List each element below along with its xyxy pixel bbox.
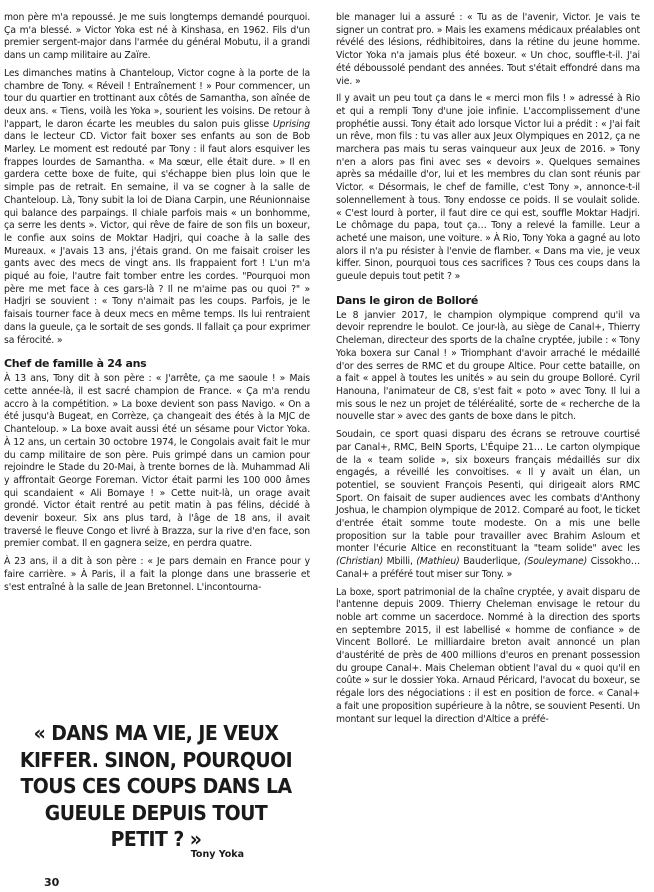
text-run: Bauderlique, <box>463 556 521 568</box>
paragraph: La boxe, sport patrimonial de la chaîne cryptée, y avait disparu de l'antenne depuis 2009. Thierry Cheleman envisage le retour du noble art comme un sacerdoce. Nommé à la direction des sports en septembre 2015, il est labellisé « homme de confiance » de Vincent Bolloré. Le milliardaire breton avait annoncé un plan d'austérité de près de 400 millions d'euros en prenant possession du groupe Canal+. Mais Cheleman obtient l'aval du « quoi qu'il en coûte » sur le dossier Yoka. Arnaud Péricard, l'avocat du boxeur, se régale lors des négociations : il est en position de force. « Canal+ a fait une proposition supérieure à la nôtre, se souvient Pesenti. Un montant sur lequel la direction d'Altice a préfé- <box>336 586 640 725</box>
text-run: Cissokho… Canal+ a préféré tout miser sur Tony. » <box>336 556 640 580</box>
pull-quote-attribution: Tony Yoka <box>190 848 244 860</box>
paragraph: À 23 ans, il a dit à son père : « Je pars demain en France pour y faire carrière. » À Paris, il a fait la plonge dans une brasserie et s'est entraîné à la salle de Jean Bretonnel. L'incontourna- <box>4 556 310 593</box>
left-column <box>4 12 310 594</box>
italic-name: (Souleymane) <box>523 556 588 568</box>
italic-name: (Mathieu) <box>416 556 460 568</box>
text-run: Mbilli, <box>386 556 413 568</box>
section-heading: Dans le giron de Bolloré <box>336 293 478 307</box>
paragraph: Le 8 janvier 2017, le champion olympique comprend qu'il va devoir reprendre le boulot. Ce jour-là, au siège de Canal+, Thierry Cheleman, directeur des sports de la chaîne cryptée, jubile : « Tony Yoka boxera sur Canal ! » Triomphant d'avoir arraché le médaillé d'or des serres de RMC et du groupe Altice. Pour cette bataille, on a fait « appel à toutes les unités » au sein du groupe Bolloré. Cyril Hanouna, l'animateur de C8, s'est fait « poto » avec Tony. Il lui a mis sous le nez un projet de téléréalité, sorte de « recherche de la nouvelle star » avec des gants de boxe dans le pitch. <box>336 309 640 423</box>
italic-title: Uprising <box>272 118 310 130</box>
text-run: Soudain, ce sport quasi disparu des écrans se retrouve courtisé par Canal+, RMC, BeIN Sports, L'Équipe 21… Le carton olympique de la « team solide », six boxeurs français médaillés sur dix engagés, a réveillé les convoitises. « Il y avait un élan, un potentiel, se souvient François Pesenti, qui dirigeait alors RMC Sport. On faisait de super audiences avec les combats d'Anthony Joshua, le champion olympique de 2012. Comparé au foot, le ticket d'entrée était somme toute modeste. On a mis une belle proposition sur la table pour travailler avec Brahim Asloum et monter l'écurie Altice en reconstituant la "team solide" avec les <box>336 429 640 555</box>
text-run: Les dimanches matins à Chanteloup, Victor cogne à la porte de la chambre de Tony. « Réveil ! Entraînement ! » Pour commencer, un tour du quartier en trottinant aux côtés de Samantha, son aînée de deux ans. « Tiens, voilà les Yoka », sourient les voisins. De retour à l'appart, le daron écarte les meubles du salon puis glisse <box>4 67 310 130</box>
pull-quote <box>6 720 306 860</box>
italic-name: (Christian) <box>336 556 384 568</box>
section-heading: Chef de famille à 24 ans <box>4 357 147 371</box>
paragraph: ble manager lui a assuré : « Tu as de l'avenir, Victor. Je vais te signer un contrat pro. » Mais les examens médicaux préalables ont révélé des lésions, rédhibitoires, dans la rétine du jeune homme. Victor Yoka n'a jamais plus été boxeur. « Un choc, souffle-t-il. J'ai été déboussolé pendant des années. Tout s'était effondré dans ma vie. » <box>336 12 640 87</box>
text-run: dans le lecteur CD. Victor fait boxer ses enfants au son de Bob Marley. Le moment est redouté par Tony : il faut alors esquiver les frappes lourdes de Samantha. « Ma sœur, elle était dure. » Il en gardera cette boxe de fuite, qui s'échappe bien plus loin que le simple pas de retrait. En semaine, il va se cogner à la salle de Chanteloup. Là, Tony subit la loi de Diana Carpin, une Réunionnaise qui balance des parpaings. Il chiale parfois mais « un bonhomme, ça serre les dents ». Victor, qui rêve de faire de son fils un boxeur, le confie aux soins de Moktar Hadjri, qui coache à la salle des Mureaux. « J'avais 13 ans, j'étais grand. On me faisait croiser les gants avec des mecs de vingt ans. Ils frappaient fort ! L'un m'a piqué au foie, l'autre fait tomber entre les cordes. "Pourquoi mon père me met face à ces gars-là ? Il ne m'aime pas ou quoi ?" » Hadjri se souvient : « Tony n'aimait pas les coups. Parfois, je le faisais tourner face à deux mecs en même temps. Ils lui rentraient dans la gueule, ça le sortait de ses gonds. Il fallait ça pour exprimer sa férocité. » <box>4 131 310 346</box>
paragraph <box>336 429 640 581</box>
page-number: 30 <box>44 876 60 889</box>
right-column <box>336 12 640 726</box>
pull-quote-text: « DANS MA VIE, JE VEUX KIFFER. SINON, POURQUOI TOUS CES COUPS DANS LA GUEULE DEPUIS TOUT PETIT ? » <box>19 721 293 851</box>
paragraph: À 13 ans, Tony dit à son père : « J'arrête, ça me saoule ! » Mais cette année-là, il est sacré champion de France. « Ça m'a rendu accro à la compétition. » La boxe devient son pass Navigo. « On a été jusqu'à Bugeat, en Corrèze, ça changeait des étés à la MJC de Chanteloup. » La boxe avait aussi été un sésame pour Victor Yoka. À 12 ans, un certain 30 octobre 1974, le Congolais avait fait le mur du camp militaire de son père. Puis grimpé dans un camion pour rejoindre le Stade du 20-Mai, à trente bornes de là. Muhammad Ali y affrontait George Foreman. Victor était parmi les 100 000 âmes qui scandaient « Ali Bomaye ! » Cette nuit-là, un orage avait grondé. Victor était rentré au petit matin à pas félins, décidé à devenir boxeur. Six ans plus tard, à l'âge de 18 ans, il avait traversé le fleuve Congo et livré à Brazza, sur la rive d'en face, son premier combat. Il en gagnera seize, en perdra quatre. <box>4 373 310 550</box>
paragraph <box>4 68 310 347</box>
paragraph: mon père m'a repoussé. Je me suis longtemps demandé pourquoi. Ça m'a blessé. » Victor Yoka est né à Kinshasa, en 1962. Fils d'un premier sergent-major dans l'armée du général Mobutu, il a grandi dans un camp militaire au Zaïre. <box>4 12 310 62</box>
paragraph: Il y avait un peu tout ça dans le « merci mon fils ! » adressé à Rio et qui a rempli Tony d'une joie infinie. L'accomplissement d'une prophétie aussi. Tony était ado lorsque Victor lui a prédit : « J'ai fait un rêve, mon fils : tu vas aller aux Jeux Olympiques en 2012, ça ne marchera pas mais tu seras vainqueur aux Jeux de 2016. » Tony n'en a alors pas fini avec ses « devoirs ». Quelques semaines après sa médaille d'or, lui et les membres du clan sont réunis par Victor. « Désormais, le chef de famille, c'est Tony », annonce-t-il solennellement à tous. Tony endosse ce poids. Il se voulait solide. « C'est lourd à porter, il faut dire ce qui est, souffle Moktar Hadjri. Le chômage du papa, tout ça… Tony a relevé la famille. Leur a acheté une maison, une voiture. » À Rio, Tony Yoka a gagné au loto alors il n'a pu résister à l'envie de flamber. « Dans ma vie, je veux kiffer. Sinon, pourquoi tous ces sacrifices ? Tous ces coups dans la gueule depuis tout petit ? » <box>336 93 640 283</box>
